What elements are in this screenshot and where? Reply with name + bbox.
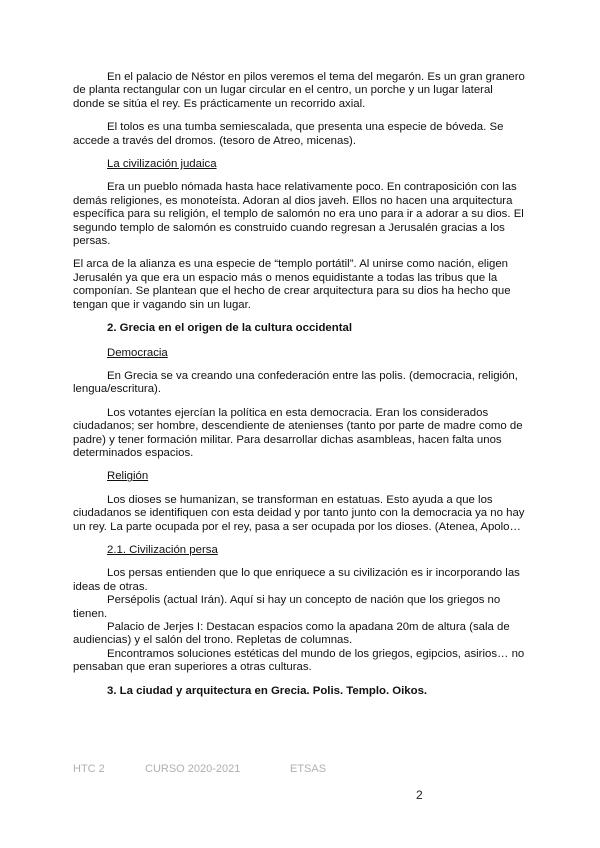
subheading-religion: Religión (107, 470, 149, 483)
paragraph-jerjes: Palacio de Jerjes I: Destacan espacios como la apadana 20m de altura (sala de audiencias) y el salón del trono. Repletas de columnas. (73, 621, 510, 647)
footer-subject: HTC 2 (73, 763, 105, 775)
paragraph-persepolis: Persépolis (actual Irán). Aquí si hay un concepto de nación que los griegos no tienen. (73, 594, 501, 620)
paragraph-megaron: En el palacio de Néstor en pilos veremos el tema del megarón. Es un gran granero de planta rectangular con un lugar circular en el centro, un porche y un lugar lateral donde se sitúa el rey. Es prácticamente un recorrido axial. (73, 71, 525, 110)
footer-school: ETSAS (290, 763, 327, 775)
subheading-democracia: Democracia (107, 346, 168, 359)
paragraph-judaica: Era un pueblo nómada hasta hace relativamente poco. En contraposición con las demás religiones, es monoteísta. Adoran al dios javeh. Ellos no hacen una arquitectura específica para su religión, el templo de salomón no era uno para ir a adorar a su dios. El segundo templo de salomón es construido cuando regresan a Jerusalén gracias a los persas. (73, 181, 524, 248)
paragraph-arca: El arca de la alianza es una especie de “templo portátil”. Al unirse como nación, eligen Jerusalén ya que era un espacio más o menos equidistante a todas las tribus que la componían. Se plantean que el hecho de crear arquitectura para su dios ha hecho que tengan que ir vagando sin un lugar. (73, 258, 511, 311)
page-footer (73, 763, 373, 777)
subheading-judaica: La civilización judaica (107, 158, 217, 171)
paragraph-confederacion: En Grecia se va creando una confederación entre las polis. (democracia, religión, lengua/escritura). (73, 369, 518, 396)
page-number: 2 (416, 788, 423, 802)
document-body (73, 71, 527, 709)
paragraph-votantes: Los votantes ejercían la política en esta democracia. Eran los considerados ciudadanos; ser hombre, descendiente de atenienses (tanto por parte de madre como de padre) y tener formación militar. Para desarrollar dichas asambleas, hacen falta unos determinados espacios. (73, 406, 523, 459)
paragraph-persas: Los persas entienden que lo que enriquece a su civilización es ir incorporando las ideas de otras. (73, 567, 520, 593)
footer-course: CURSO 2020-2021 (145, 763, 241, 775)
paragraph-tolos: El tolos es una tumba semiescalada, que presenta una especie de bóveda. Se accede a través del dromos. (tesoro de Atreo, micenas). (73, 121, 504, 147)
paragraph-dioses: Los dioses se humanizan, se transforman en estatuas. Esto ayuda a que los ciudadanos se identifiquen con esta deidad y por tanto junto con la democracia ya no hay un rey. La parte ocupada por el rey, pasa a ser ocupada por los dioses. (Atenea, Apolo… (73, 493, 525, 533)
paragraph-soluciones: Encontramos soluciones estéticas del mundo de los griegos, egipcios, asirios… no pensaban que eran superiores a otras culturas. (73, 647, 525, 674)
subheading-persa: 2.1. Civilización persa (107, 543, 218, 556)
heading-grecia: 2. Grecia en el origen de la cultura occidental (107, 322, 352, 335)
heading-ciudad-grecia: 3. La ciudad y arquitectura en Grecia. Polis. Templo. Oikos. (107, 684, 428, 697)
